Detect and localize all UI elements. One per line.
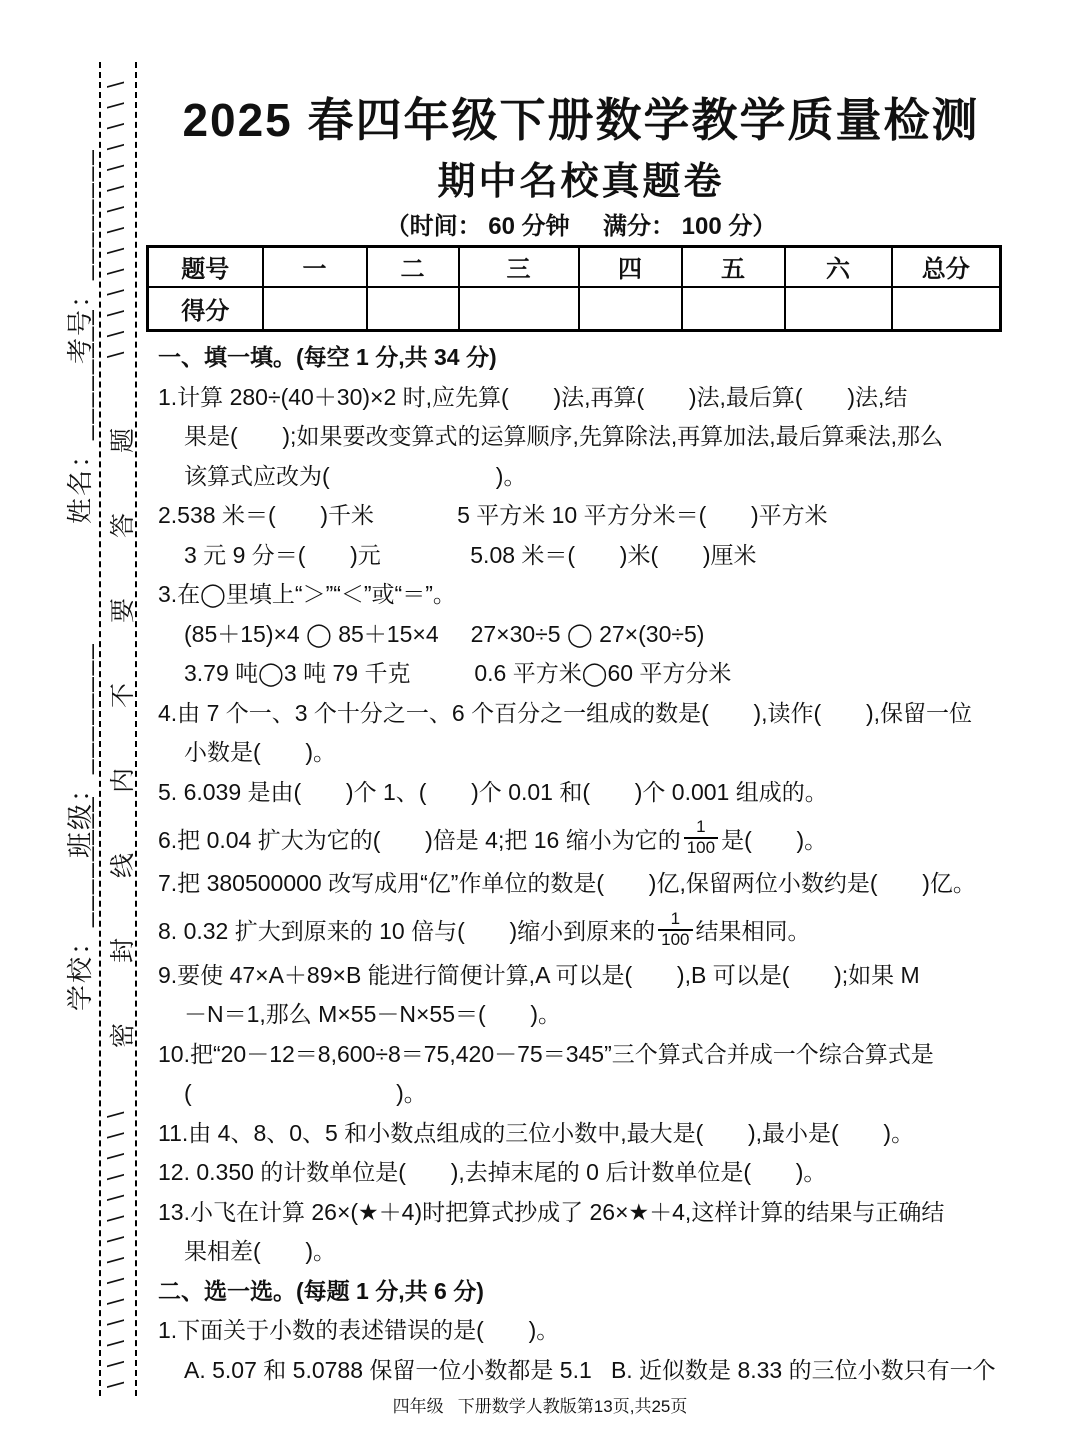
score-header-cell: 四 <box>579 247 682 287</box>
score-header-cell: 六 <box>785 247 892 287</box>
section1-heading: 一、填一填。(每空 1 分,共 34 分) <box>158 344 497 370</box>
class-field: 班级：________ <box>65 642 95 858</box>
exam-time-score-info: （时间： 60 分钟 满分： 100 分） <box>385 213 777 240</box>
fraction-1-100: $\frac{1}{100}$ <box>684 818 718 857</box>
score-empty-cell <box>367 287 459 331</box>
s1-q9-line1: 9.要使 47×A＋89×B 能进行简便计算,A 可以是( ),B 可以是( );如果 M <box>158 961 920 988</box>
page-subtitle: 期中名校真题卷 <box>437 161 725 203</box>
s2-q1-options: A. 5.07 和 5.0788 保留一位小数都是 5.1 B. 近似数是 8.33 的三位小数只有一个 <box>184 1356 996 1383</box>
s2-q1-line: 1.下面关于小数的表述错误的是( )。 <box>158 1317 560 1343</box>
student-info-fields <box>50 64 102 1396</box>
s1-q12-line: 12. 0.350 的计数单位是( ),去掉末尾的 0 后计数单位是( )。 <box>158 1159 827 1185</box>
score-empty-cell <box>263 287 367 331</box>
school-field: 学校：________ <box>65 795 95 1011</box>
s1-q3-line2: (85＋15)×4 ◯ 85＋15×4 27×30÷5 ◯ 27×(30÷5) <box>184 620 705 647</box>
score-header-cell: 二 <box>367 247 459 287</box>
s1-q10-line2: ( )。 <box>184 1080 427 1106</box>
s1-q4-line2: 小数是( )。 <box>184 739 337 765</box>
s1-q2-line2: 3 元 9 分＝( )元 5.08 米＝( )米( )厘米 <box>184 541 757 568</box>
s1-q8-post: 结果相同。 <box>695 918 811 944</box>
score-empty-cell <box>785 287 892 331</box>
page-footer: 四年级 下册数学人教版第13页,共25页 <box>392 1397 688 1416</box>
score-table-score-row <box>148 287 1001 331</box>
score-table <box>146 245 1002 332</box>
seal-line-text: 密封线内不要答题 <box>109 367 137 1048</box>
score-header-cell: 一 <box>263 247 367 287</box>
score-empty-cell <box>459 287 579 331</box>
score-row-label: 得分 <box>148 287 263 331</box>
s1-q3-line1: 3.在◯里填上“＞”“＜”或“＝”。 <box>158 581 456 607</box>
seal-hatching-top: \ \ \ \ \ \ \ \ \ \ \ \ \ \ <box>103 77 129 358</box>
s1-q3-line3: 3.79 吨◯3 吨 79 千克 0.6 平方米◯60 平方分米 <box>184 660 732 686</box>
score-empty-cell <box>892 287 1001 331</box>
question-body <box>150 338 1012 1390</box>
score-empty-cell <box>682 287 785 331</box>
s1-q7-line: 7.把 380500000 改写成用“亿”作单位的数是( )亿,保留两位小数约是( )亿。 <box>158 870 976 896</box>
s1-q10-line1: 10.把“20－12＝8,600÷8＝75,420－75＝345”三个算式合并成一个综合算式是 <box>158 1040 934 1067</box>
s1-q6-line <box>150 812 1012 864</box>
seal-line-content <box>101 62 135 1396</box>
s1-q8-pre: 8. 0.32 扩大到原来的 10 倍与( )缩小到原来的 <box>158 918 656 944</box>
score-table-header-row <box>148 247 1001 287</box>
exam-number-field: 考号：________ <box>65 148 95 364</box>
seal-hatching-bottom: \ \ \ \ \ \ \ \ \ \ \ \ \ \ <box>103 1107 129 1388</box>
s1-q1-line1: 1.计算 280÷(40＋30)×2 时,应先算( )法,再算( )法,最后算( )法,结 <box>158 383 908 410</box>
score-empty-cell <box>579 287 682 331</box>
score-header-cell: 总分 <box>892 247 1001 287</box>
s1-q13-line2: 果相差( )。 <box>184 1238 337 1264</box>
s1-q2-line1: 2.538 米＝( )千米 5 平方米 10 平方分米＝( )平方米 <box>158 502 828 528</box>
s1-q1-line3: 该算式应改为( )。 <box>184 462 527 489</box>
section2-heading: 二、选一选。(每题 1 分,共 6 分) <box>158 1277 484 1304</box>
page-title: 2025 春四年级下册数学教学质量检测 <box>182 94 980 146</box>
fraction-1-100: $\frac{1}{100}$ <box>658 910 692 949</box>
score-header-cell: 题号 <box>148 247 263 287</box>
s1-q1-line2: 果是( );如果要改变算式的运算顺序,先算除法,再算加法,最后算乘法,那么 <box>184 423 943 449</box>
s1-q8-line <box>150 904 1012 956</box>
s1-q13-line1: 13.小飞在计算 26×(★＋4)时把算式抄成了 26×★＋4,这样计算的结果与正确结 <box>158 1198 945 1225</box>
s1-q6-post: 是( )。 <box>721 826 828 853</box>
name-field: 姓名：________ <box>65 308 95 524</box>
s1-q9-line2: －N＝1,那么 M×55－N×55＝( )。 <box>184 1001 562 1027</box>
seal-line-strip <box>99 62 137 1396</box>
s1-q5-line: 5. 6.039 是由( )个 1、( )个 0.01 和( )个 0.001 组成的。 <box>158 778 828 805</box>
score-header-cell: 五 <box>682 247 785 287</box>
s1-q6-pre: 6.把 0.04 扩大为它的( )倍是 4;把 16 缩小为它的 <box>158 826 681 853</box>
score-header-cell: 三 <box>459 247 579 287</box>
s1-q4-line1: 4.由 7 个一、3 个十分之一、6 个百分之一组成的数是( ),读作( ),保留一位 <box>158 699 972 726</box>
s1-q11-line: 11.由 4、8、0、5 和小数点组成的三位小数中,最大是( ),最小是( )。 <box>158 1119 915 1146</box>
